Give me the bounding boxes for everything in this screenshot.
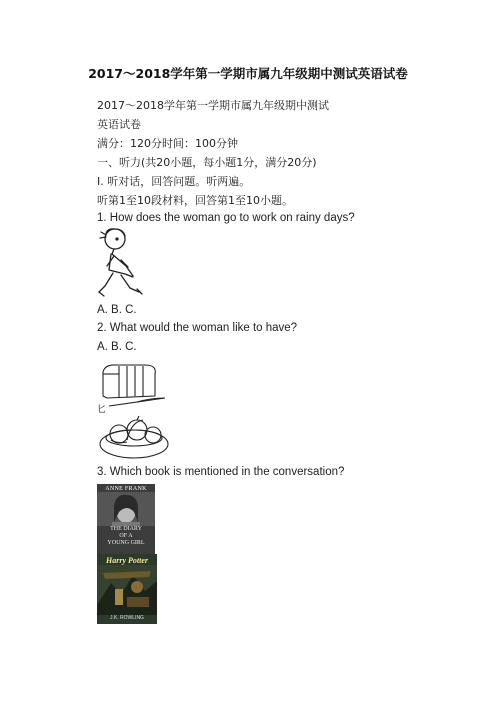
book-author: ANNE FRANK [105, 486, 147, 492]
score-time-line: 满分：120分时间：100分钟 [97, 137, 238, 150]
book-title: Harry Potter [106, 556, 148, 565]
book-author-2: J.K. ROWLING [110, 615, 144, 621]
bread-image [97, 362, 171, 414]
question-2-options: A. B. C. [97, 341, 137, 353]
book-title-line-1: THE DIARY [110, 526, 142, 532]
header-line: 2017～2018学年第一学期市属九年级期中测试 [97, 99, 329, 112]
section-heading: 一、听力(共20小题，每小题1分，满分20分) [97, 156, 317, 169]
walking-girl-image [97, 226, 143, 301]
question-1-options: A. B. C. [97, 304, 137, 316]
document-title: 2017～2018学年第一学期市属九年级期中测试英语试卷 [88, 66, 408, 81]
portrait-photo [97, 492, 155, 526]
fruit-bowl-image [97, 414, 172, 462]
diary-book-cover [97, 484, 155, 554]
part-heading: I. 听对话，回答问题。听两遍。 [97, 175, 251, 188]
book-title-line-3: YOUNG GIRL [107, 540, 145, 546]
subject-line: 英语试卷 [97, 118, 141, 131]
svg-text:匕: 匕 [97, 405, 107, 414]
question-2: 2. What would the woman like to have? [97, 322, 298, 334]
question-1: 1. How does the woman go to work on rainy days? [97, 212, 355, 224]
harry-potter-book-cover [97, 554, 157, 624]
question-3: 3. Which book is mentioned in the conversation? [97, 466, 345, 478]
instruction-line: 听第1至10段材料，回答第1至10小题。 [97, 194, 293, 207]
cover-illustration [97, 565, 157, 615]
book-title-line-2: OF A [119, 533, 133, 539]
